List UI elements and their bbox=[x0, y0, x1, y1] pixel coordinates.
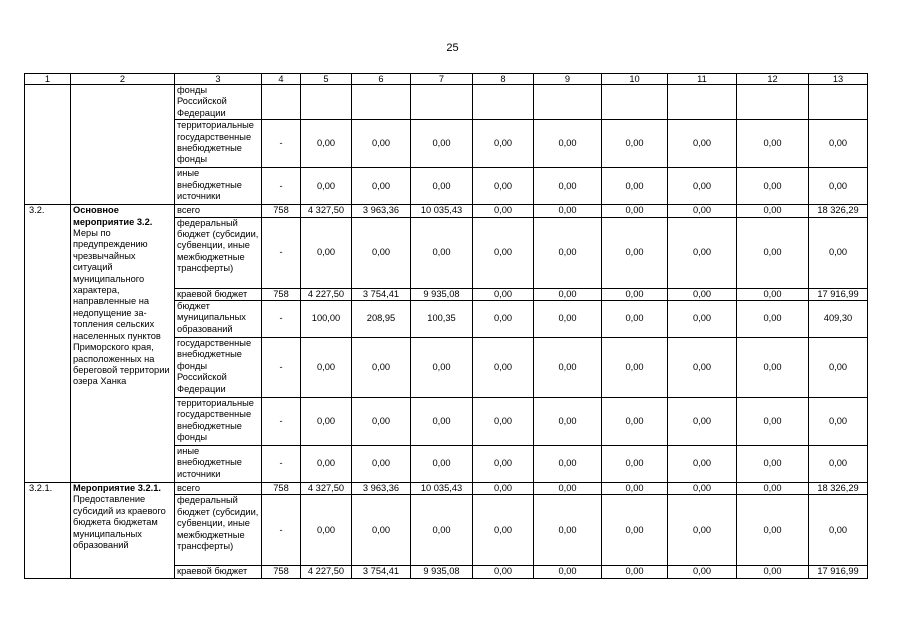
value-cell: 0,00 bbox=[411, 398, 473, 446]
value-cell: 0,00 bbox=[809, 495, 868, 566]
value-cell: 0,00 bbox=[602, 288, 668, 300]
column-header: 1 bbox=[25, 74, 71, 85]
value-cell: 0,00 bbox=[473, 217, 534, 288]
funding-source: иные внебюджетные источники bbox=[175, 168, 262, 205]
value-cell: 0,00 bbox=[352, 495, 411, 566]
value-cell: 0,00 bbox=[668, 205, 737, 217]
value-cell: 0,00 bbox=[534, 217, 602, 288]
value-cell: 0,00 bbox=[737, 168, 809, 205]
column-header: 9 bbox=[534, 74, 602, 85]
value-cell bbox=[352, 85, 411, 120]
funding-source: всего bbox=[175, 483, 262, 495]
header-row bbox=[25, 74, 868, 85]
item-title-text: Предоставление субсидий из краевого бюджета бюджетам муниципальных образований bbox=[73, 494, 166, 551]
value-cell: 0,00 bbox=[301, 398, 352, 446]
column-header: 7 bbox=[411, 74, 473, 85]
value-cell: 3 754,41 bbox=[352, 288, 411, 300]
column-header: 2 bbox=[71, 74, 175, 85]
value-cell: 0,00 bbox=[301, 446, 352, 483]
value-cell: 0,00 bbox=[352, 168, 411, 205]
value-cell: - bbox=[262, 168, 301, 205]
value-cell: 4 227,50 bbox=[301, 566, 352, 578]
value-cell: 0,00 bbox=[534, 301, 602, 338]
value-cell: 0,00 bbox=[534, 288, 602, 300]
value-cell: 0,00 bbox=[668, 168, 737, 205]
value-cell: 0,00 bbox=[301, 217, 352, 288]
table-row bbox=[25, 483, 868, 495]
funding-source: краевой бюджет bbox=[175, 566, 262, 578]
value-cell: 9 935,08 bbox=[411, 288, 473, 300]
value-cell: - bbox=[262, 217, 301, 288]
funding-source: краевой бюджет bbox=[175, 288, 262, 300]
value-cell: 0,00 bbox=[668, 398, 737, 446]
value-cell: 0,00 bbox=[668, 446, 737, 483]
value-cell: 0,00 bbox=[473, 398, 534, 446]
value-cell: 0,00 bbox=[473, 301, 534, 338]
value-cell: 0,00 bbox=[352, 338, 411, 398]
value-cell: - bbox=[262, 301, 301, 338]
value-cell: 0,00 bbox=[737, 398, 809, 446]
value-cell: 0,00 bbox=[809, 168, 868, 205]
value-cell: 0,00 bbox=[602, 168, 668, 205]
funding-source: фонды Российской Федерации bbox=[175, 85, 262, 120]
value-cell: 17 916,99 bbox=[809, 566, 868, 578]
column-header: 4 bbox=[262, 74, 301, 85]
column-header: 3 bbox=[175, 74, 262, 85]
value-cell: 208,95 bbox=[352, 301, 411, 338]
value-cell: 0,00 bbox=[737, 120, 809, 168]
column-header: 5 bbox=[301, 74, 352, 85]
value-cell: - bbox=[262, 338, 301, 398]
funding-source: территориальные государственные внебюджетные фонды bbox=[175, 398, 262, 446]
value-cell: 0,00 bbox=[534, 168, 602, 205]
value-cell: - bbox=[262, 495, 301, 566]
value-cell: 3 963,36 bbox=[352, 483, 411, 495]
column-header: 13 bbox=[809, 74, 868, 85]
funding-source: иные внебюджетные источники bbox=[175, 446, 262, 483]
value-cell: 0,00 bbox=[668, 120, 737, 168]
value-cell: 9 935,08 bbox=[411, 566, 473, 578]
value-cell bbox=[602, 85, 668, 120]
item-title bbox=[71, 483, 175, 579]
value-cell: 409,30 bbox=[809, 301, 868, 338]
value-cell: 0,00 bbox=[602, 446, 668, 483]
value-cell: 0,00 bbox=[602, 338, 668, 398]
budget-table bbox=[24, 73, 868, 579]
item-code bbox=[25, 85, 71, 205]
value-cell: 0,00 bbox=[809, 398, 868, 446]
value-cell: 0,00 bbox=[534, 483, 602, 495]
value-cell: 4 227,50 bbox=[301, 288, 352, 300]
value-cell: 0,00 bbox=[668, 338, 737, 398]
value-cell: 0,00 bbox=[473, 338, 534, 398]
value-cell bbox=[411, 85, 473, 120]
value-cell: 0,00 bbox=[602, 495, 668, 566]
table-row bbox=[25, 85, 868, 120]
value-cell: 0,00 bbox=[534, 566, 602, 578]
value-cell: 0,00 bbox=[411, 217, 473, 288]
column-header: 10 bbox=[602, 74, 668, 85]
value-cell: 0,00 bbox=[411, 446, 473, 483]
value-cell: 0,00 bbox=[668, 495, 737, 566]
value-cell: 0,00 bbox=[352, 120, 411, 168]
value-cell: 0,00 bbox=[602, 483, 668, 495]
value-cell: 0,00 bbox=[737, 205, 809, 217]
value-cell: 18 326,29 bbox=[809, 483, 868, 495]
value-cell: 0,00 bbox=[473, 288, 534, 300]
value-cell: 0,00 bbox=[473, 168, 534, 205]
value-cell: 0,00 bbox=[411, 495, 473, 566]
funding-source: федеральный бюджет (субсидии, субвенции, иные межбюджетные трансферты) bbox=[175, 495, 262, 566]
item-code: 3.2. bbox=[25, 205, 71, 483]
value-cell: 0,00 bbox=[534, 120, 602, 168]
value-cell: 17 916,99 bbox=[809, 288, 868, 300]
value-cell: 0,00 bbox=[668, 566, 737, 578]
value-cell: 0,00 bbox=[809, 338, 868, 398]
value-cell: 18 326,29 bbox=[809, 205, 868, 217]
value-cell: 0,00 bbox=[534, 495, 602, 566]
value-cell: 758 bbox=[262, 566, 301, 578]
value-cell: 0,00 bbox=[411, 338, 473, 398]
value-cell bbox=[737, 85, 809, 120]
value-cell: 0,00 bbox=[411, 120, 473, 168]
value-cell: - bbox=[262, 120, 301, 168]
item-title-text: Меры по предупреждению чрезвычайных ситуаций муниципального характера, направленные на недопущение за-топления сельских населенных пунктов Приморского края, расположенных на береговой территории озера Ханка bbox=[73, 228, 170, 387]
value-cell: 0,00 bbox=[473, 566, 534, 578]
funding-source: государственные внебюджетные фонды Российской Федерации bbox=[175, 338, 262, 398]
value-cell: 10 035,43 bbox=[411, 483, 473, 495]
value-cell: 3 963,36 bbox=[352, 205, 411, 217]
value-cell: 758 bbox=[262, 483, 301, 495]
value-cell bbox=[809, 85, 868, 120]
value-cell: 0,00 bbox=[534, 446, 602, 483]
value-cell: 0,00 bbox=[473, 446, 534, 483]
value-cell: 0,00 bbox=[602, 205, 668, 217]
value-cell: 0,00 bbox=[602, 217, 668, 288]
page-number: 25 bbox=[446, 42, 459, 54]
funding-source: всего bbox=[175, 205, 262, 217]
column-header: 8 bbox=[473, 74, 534, 85]
value-cell: 0,00 bbox=[301, 495, 352, 566]
value-cell: 0,00 bbox=[809, 120, 868, 168]
value-cell: 0,00 bbox=[301, 120, 352, 168]
item-title bbox=[71, 205, 175, 483]
value-cell: 0,00 bbox=[809, 446, 868, 483]
value-cell: - bbox=[262, 398, 301, 446]
value-cell: 0,00 bbox=[668, 217, 737, 288]
column-header: 6 bbox=[352, 74, 411, 85]
value-cell: 0,00 bbox=[534, 338, 602, 398]
column-header: 12 bbox=[737, 74, 809, 85]
value-cell: 0,00 bbox=[602, 301, 668, 338]
value-cell: 100,00 bbox=[301, 301, 352, 338]
item-title-bold: Основное мероприятие 3.2. bbox=[73, 205, 153, 227]
value-cell: 0,00 bbox=[352, 398, 411, 446]
value-cell: 0,00 bbox=[737, 288, 809, 300]
value-cell: 10 035,43 bbox=[411, 205, 473, 217]
value-cell: 0,00 bbox=[602, 120, 668, 168]
value-cell: 0,00 bbox=[737, 446, 809, 483]
funding-source: бюджет муниципальных образований bbox=[175, 301, 262, 338]
value-cell: 0,00 bbox=[473, 483, 534, 495]
value-cell: 0,00 bbox=[473, 120, 534, 168]
value-cell: 0,00 bbox=[534, 398, 602, 446]
value-cell bbox=[473, 85, 534, 120]
value-cell: 0,00 bbox=[411, 168, 473, 205]
value-cell bbox=[534, 85, 602, 120]
value-cell: 758 bbox=[262, 205, 301, 217]
value-cell: - bbox=[262, 446, 301, 483]
column-header: 11 bbox=[668, 74, 737, 85]
value-cell: 3 754,41 bbox=[352, 566, 411, 578]
item-code: 3.2.1. bbox=[25, 483, 71, 579]
value-cell: 0,00 bbox=[602, 398, 668, 446]
value-cell: 0,00 bbox=[737, 566, 809, 578]
value-cell: 0,00 bbox=[473, 495, 534, 566]
item-title-bold: Мероприятие 3.2.1. bbox=[73, 483, 161, 494]
value-cell: 0,00 bbox=[809, 217, 868, 288]
value-cell: 0,00 bbox=[301, 338, 352, 398]
value-cell: 0,00 bbox=[737, 495, 809, 566]
value-cell: 0,00 bbox=[668, 301, 737, 338]
value-cell: 0,00 bbox=[534, 205, 602, 217]
value-cell: 0,00 bbox=[668, 288, 737, 300]
funding-source: федеральный бюджет (субсидии, субвенции, иные межбюджетные трансферты) bbox=[175, 217, 262, 288]
value-cell: 0,00 bbox=[301, 168, 352, 205]
funding-source: территориальные государственные внебюджетные фонды bbox=[175, 120, 262, 168]
value-cell: 0,00 bbox=[737, 338, 809, 398]
value-cell: 0,00 bbox=[352, 217, 411, 288]
value-cell: 4 327,50 bbox=[301, 205, 352, 217]
value-cell: 0,00 bbox=[737, 301, 809, 338]
value-cell bbox=[262, 85, 301, 120]
value-cell: 0,00 bbox=[473, 205, 534, 217]
value-cell: 0,00 bbox=[737, 483, 809, 495]
value-cell: 0,00 bbox=[352, 446, 411, 483]
value-cell bbox=[301, 85, 352, 120]
value-cell bbox=[668, 85, 737, 120]
value-cell: 758 bbox=[262, 288, 301, 300]
table-row bbox=[25, 205, 868, 217]
value-cell: 0,00 bbox=[737, 217, 809, 288]
value-cell: 0,00 bbox=[602, 566, 668, 578]
value-cell: 100,35 bbox=[411, 301, 473, 338]
value-cell: 4 327,50 bbox=[301, 483, 352, 495]
item-title bbox=[71, 85, 175, 205]
value-cell: 0,00 bbox=[668, 483, 737, 495]
